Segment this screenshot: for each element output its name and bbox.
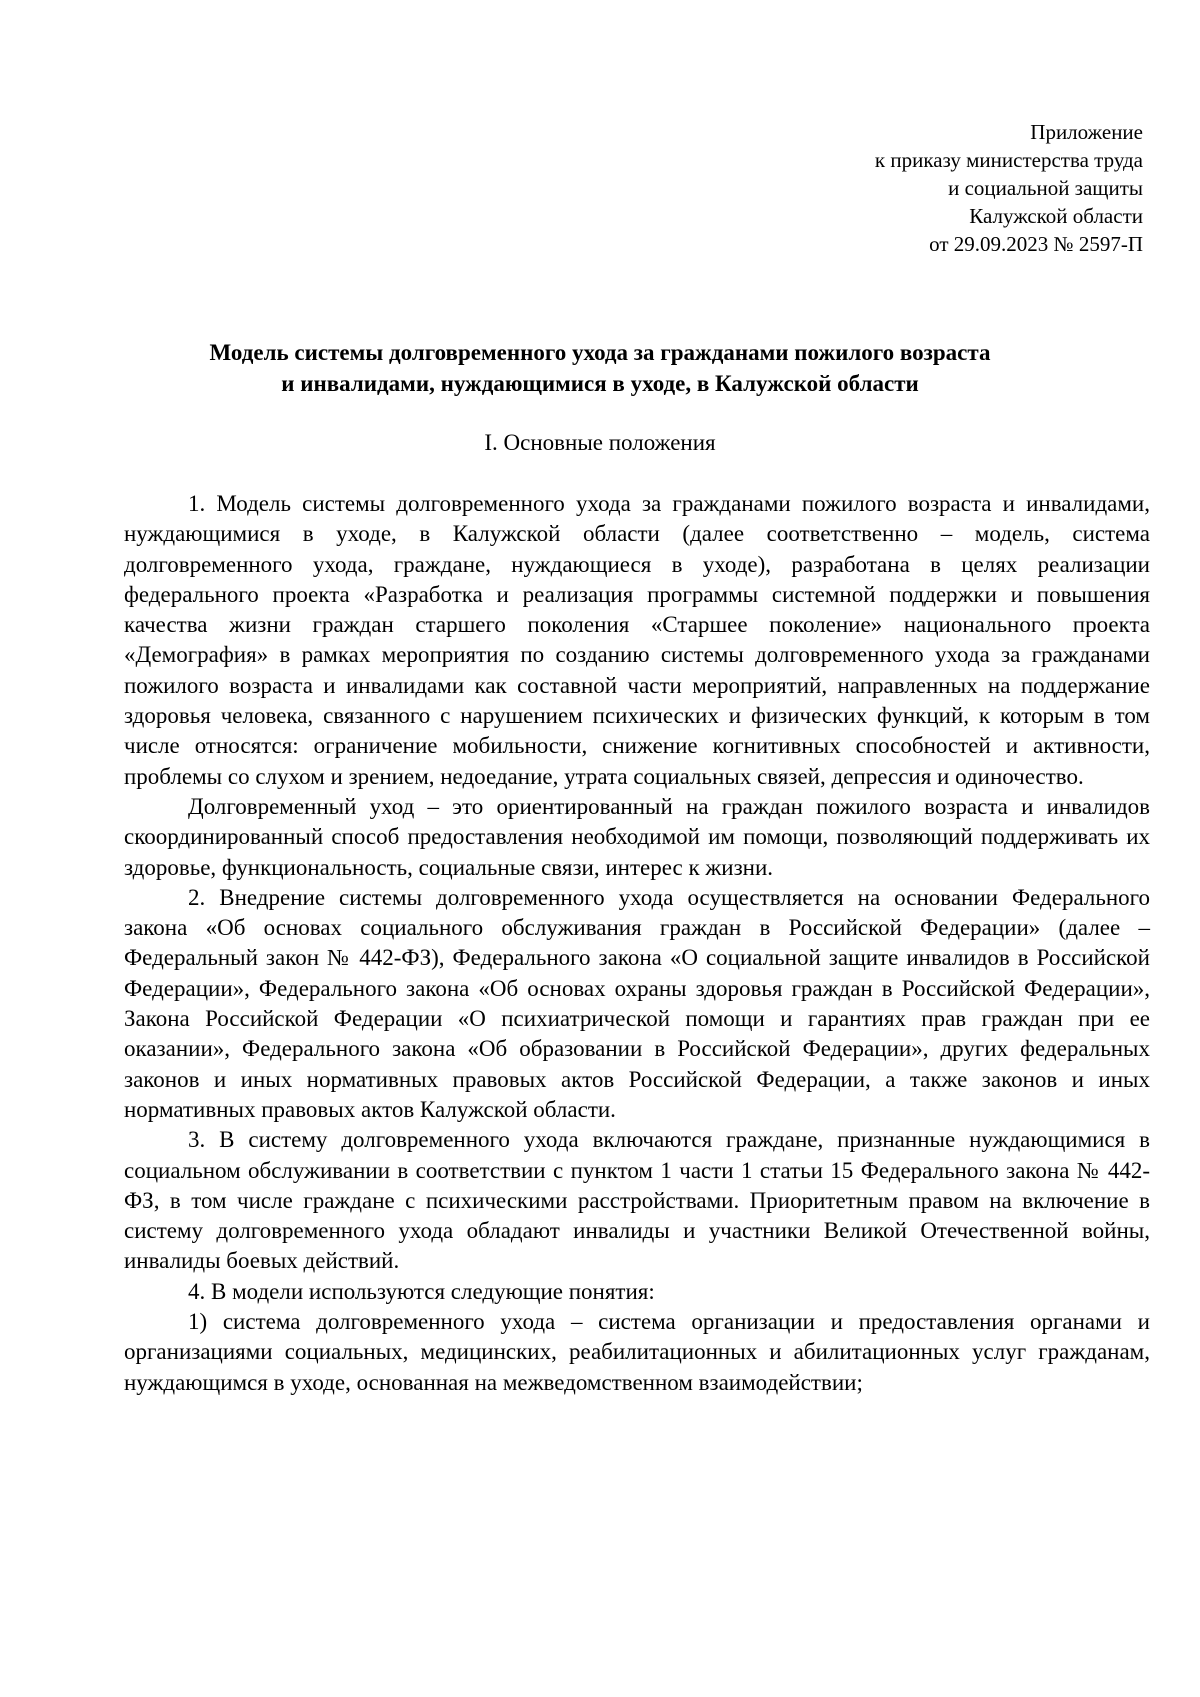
title-line: Модель системы долговременного ухода за гражданами пожилого возраста: [209, 340, 991, 365]
paragraph-4-item-1: 1) система долговременного ухода – система организации и предоставления органами и организациями социальных, медицинских, реабилитационных и абилитационных услуг гражданам, нуждающимся в уходе, основанная на межведомственном взаимодействии;: [124, 1309, 1150, 1395]
appendix-block: [763, 118, 1143, 258]
appendix-line: Калужской области: [969, 204, 1143, 228]
appendix-line: к приказу министерства труда: [874, 148, 1143, 172]
document-title: [0, 337, 1200, 399]
title-line: и инвалидами, нуждающимися в уходе, в Калужской области: [281, 371, 919, 396]
paragraph-1: 1. Модель системы долговременного ухода за гражданами пожилого возраста и инвалидами, нуждающимися в уходе, в Калужской области (далее соответственно – модель, система долговременного ухода, граждане, нуждающиеся в уходе), разработана в целях реализации федерального проекта «Разработка и реализация программы системной поддержки и повышения качества жизни граждан старшего поколения «Старшее поколение» национального проекта «Демография» в рамках мероприятия по созданию системы долговременного ухода за гражданами пожилого возраста и инвалидами как составной части мероприятий, направленных на поддержание здоровья человека, связанного с нарушением психических и физических функций, к которым в том числе относятся: ограничение мобильности, снижение когнитивных способностей и активности, проблемы со слухом и зрением, недоедание, утрата социальных связей, депрессия и одиночество.: [124, 491, 1150, 789]
section-heading: I. Основные положения: [484, 430, 716, 455]
appendix-order-number: от 29.09.2023 № 2597-П: [929, 232, 1143, 256]
paragraph-4: 4. В модели используются следующие понятия:: [188, 1278, 655, 1304]
paragraph-definition: Долговременный уход – это ориентированный на граждан пожилого возраста и инвалидов скоординированный способ предоставления необходимой им помощи, позволяющий поддерживать их здоровье, функциональность, социальные связи, интерес к жизни.: [124, 793, 1150, 880]
appendix-line: и социальной защиты: [948, 176, 1143, 200]
paragraph-3: 3. В систему долговременного ухода включаются граждане, признанные нуждающимися в социальном обслуживании в соответствии с пунктом 1 части 1 статьи 15 Федерального закона № 442-ФЗ, в том числе граждане с психическими расстройствами. Приоритетным правом на включение в систему долговременного ухода обладают инвалиды и участники Великой Отечественной войны, инвалиды боевых действий.: [124, 1127, 1150, 1274]
document-body: [124, 489, 1150, 1398]
appendix-line: Приложение: [1030, 120, 1143, 144]
paragraph-2: 2. Внедрение системы долговременного ухода осуществляется на основании Федерального закона «Об основах социального обслуживания граждан в Российской Федерации» (далее – Федеральный закон № 442-ФЗ), Федерального закона «О социальной защите инвалидов в Российской Федерации», Федерального закона «Об основах охраны здоровья граждан в Российской Федерации», Закона Российской Федерации «О психиатрической помощи и гарантиях прав граждан при ее оказании», Федерального закона «Об образовании в Российской Федерации», других федеральных законов и иных нормативных правовых актов Российской Федерации, а также законов и иных нормативных правовых актов Калужской области.: [124, 884, 1150, 1122]
